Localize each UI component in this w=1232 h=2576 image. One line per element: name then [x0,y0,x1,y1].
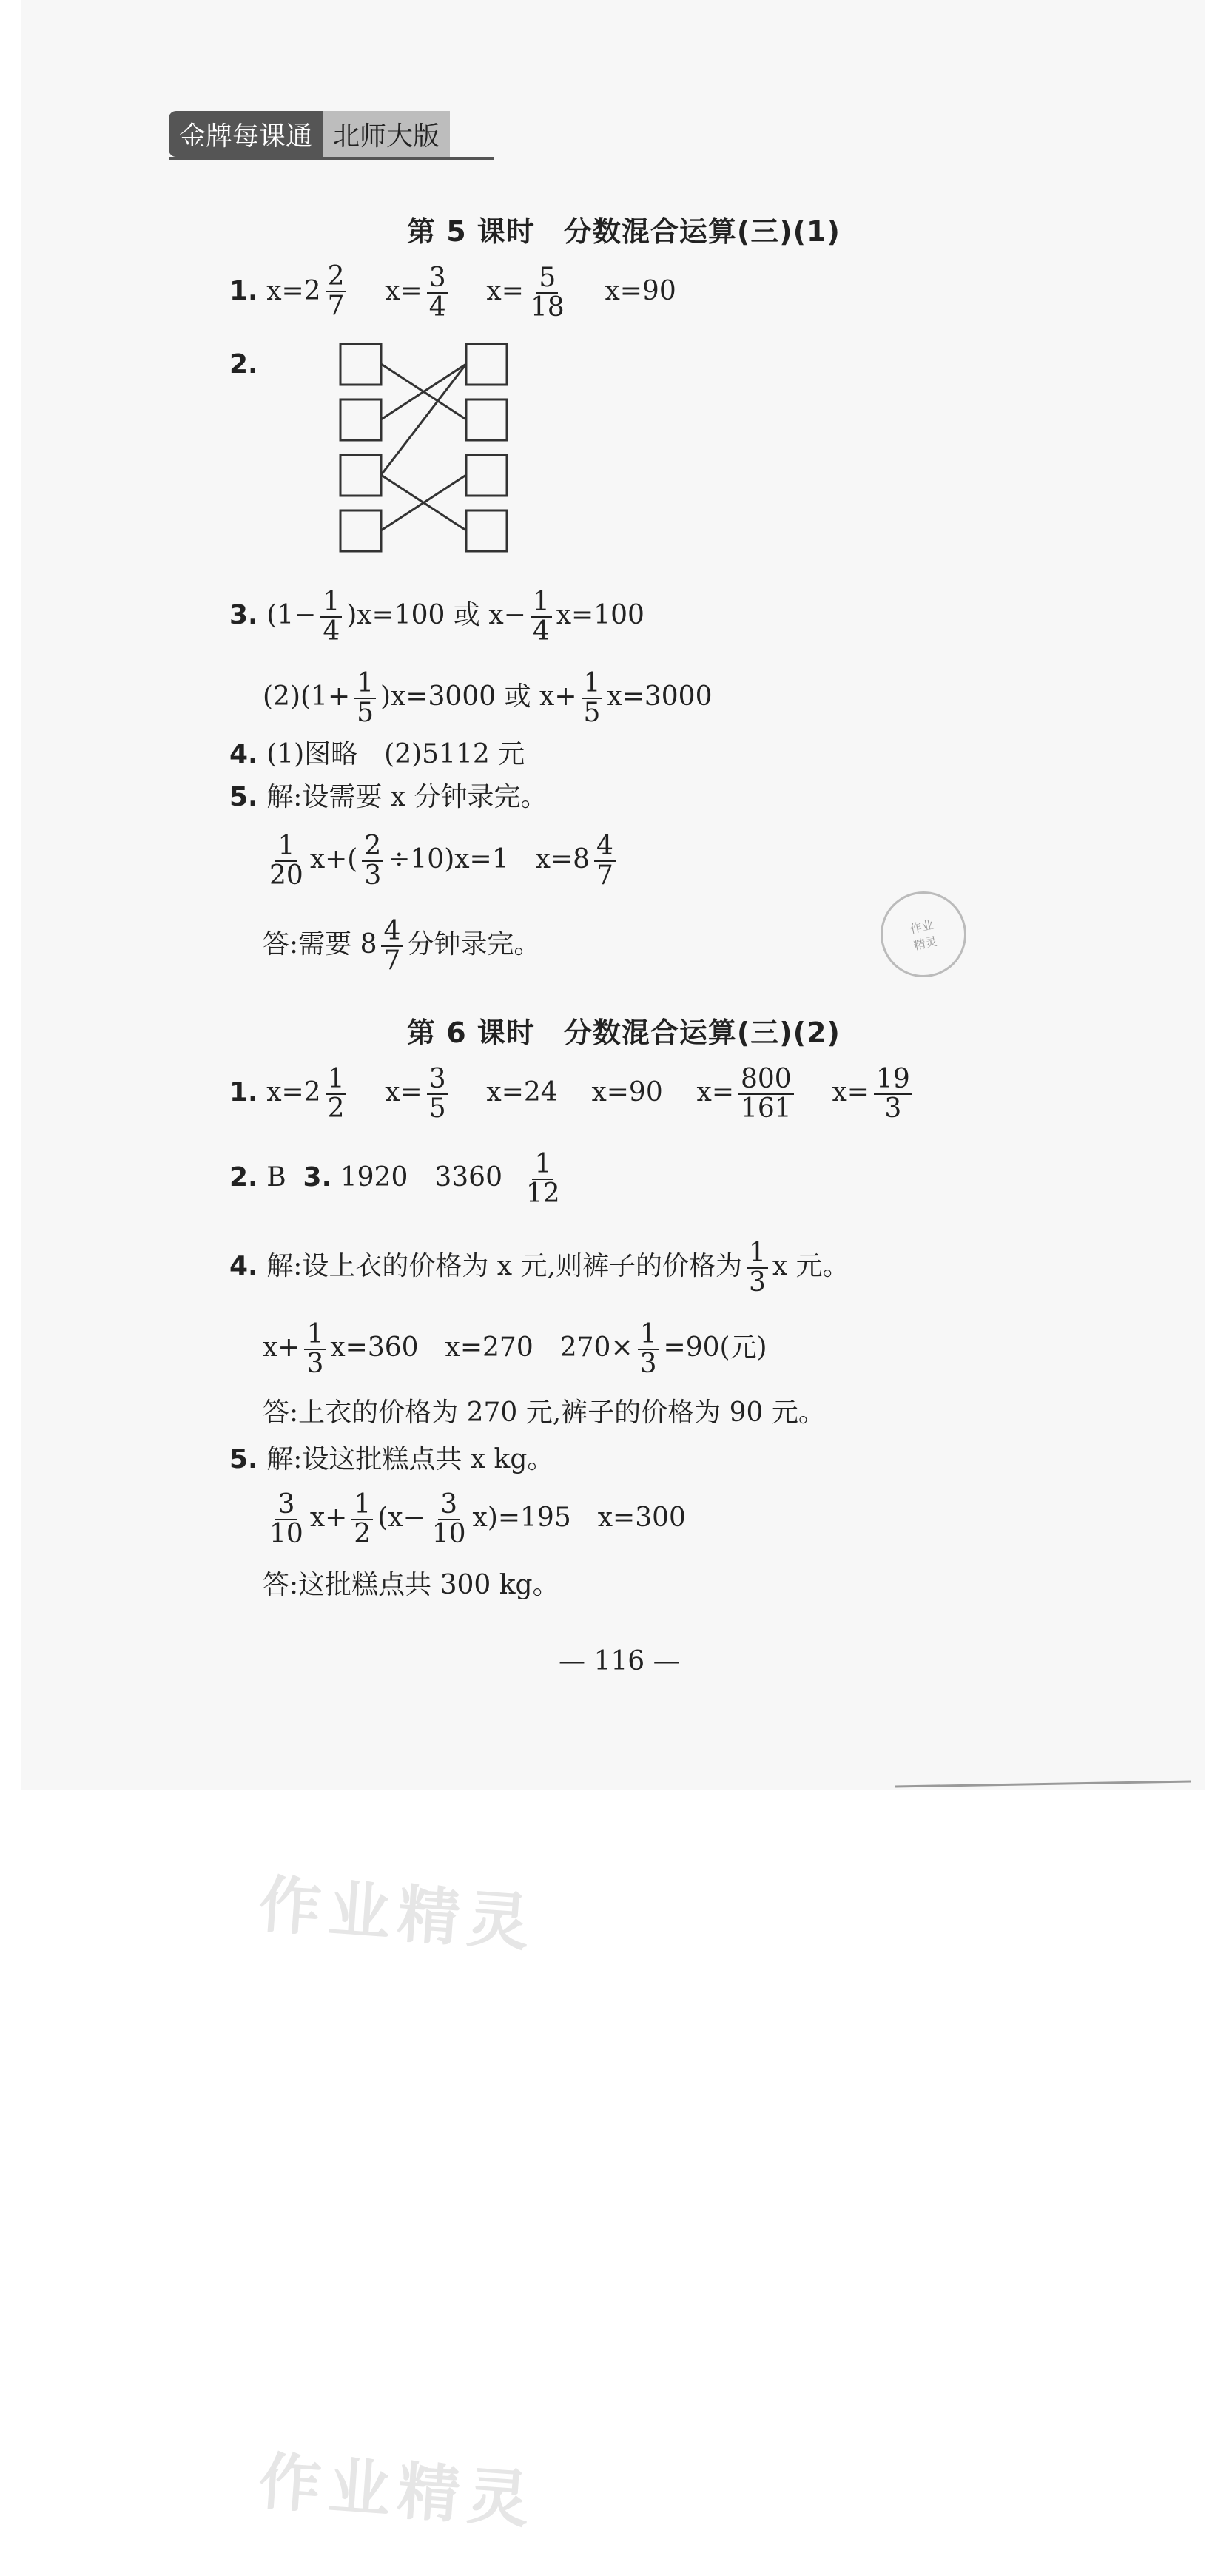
match-line-5 [381,364,466,475]
lesson6-q4-equation: x+ $\frac{1}{3}$ x=360 x=270 270× $\frac{1}{3}$ =90(元) [263,1319,767,1379]
lesson5-q4: 4. (1)图略 (2)5112 元 [229,739,525,769]
question-number: 1. [229,275,258,306]
right-box-2 [466,399,507,440]
brand-tag [169,111,450,157]
left-box-4 [340,510,381,551]
answer-c: x= [486,275,524,306]
header-rule [169,157,494,160]
left-box-3 [340,455,381,496]
lesson5-q3-line1: 3. (1− $\frac{1}{4}$ )x=100 或 x− $\frac{1}{4}$ x=100 [229,587,644,647]
watermark-2: 作业精灵 [256,2444,539,2537]
left-box-2 [340,399,381,440]
stamp-logo: 作业 精灵 [872,883,975,985]
matching-diagram [337,340,514,555]
edition-name: 北师大版 [323,111,450,157]
lesson6-q5-equation: $\frac{3}{10}$ x+ $\frac{1}{2}$ (x− $\frac{3}{10}$ x)=195 x=300 [269,1489,686,1549]
left-box-1 [340,344,381,385]
right-box-1 [466,344,507,385]
lesson6-title: 第 6 课时 分数混合运算(三)(2) [407,1016,841,1049]
page-number: — 116 — [559,1646,680,1676]
lesson5-q5-equation: $\frac{1}{20}$ x+( $\frac{2}{3}$ ÷10)x=1 x=8 $\frac{4}{7}$ [263,832,620,890]
lesson5-title: 第 5 课时 分数混合运算(三)(1) [407,215,841,248]
lesson6-q5-answer: 答:这批糕点共 300 kg。 [263,1570,559,1600]
answer-d: x=90 [605,275,676,306]
lesson6-q4-intro: 4. 解:设上衣的价格为 x 元,则裤子的价格为 $\frac{1}{3}$ x 元。 [229,1238,849,1298]
right-box-4 [466,510,507,551]
lesson5-q5-answer: 答:需要 8 $\frac{4}{7}$ 分钟录完。 [263,916,541,976]
lesson6-q4-answer: 答:上衣的价格为 270 元,裤子的价格为 90 元。 [263,1397,825,1428]
right-box-3 [466,455,507,496]
lesson5-q5-intro: 5. 解:设需要 x 分钟录完。 [229,782,548,812]
lesson5-q2-number: 2. [229,349,258,380]
lesson5-q3-line2: (2)(1+ $\frac{1}{5}$ )x=3000 或 x+ $\frac{1}{5}$ x=3000 [263,668,713,728]
answer-b: x= [385,275,423,306]
lesson6-q2-q3: 2. B 3. 1920 3360 $\frac{1}{12}$ [229,1149,560,1209]
lesson6-q5-intro: 5. 解:设这批糕点共 x kg。 [229,1444,554,1474]
lesson5-q1: 1. x=2 $\frac{2}{7}$ x= $\frac{3}{4}$ x= $\frac{5}{18}$ x=90 [229,261,676,323]
answer-a: x=2 [266,275,321,306]
brand-name: 金牌每课通 [169,111,323,157]
watermark-1: 作业精灵 [256,1867,539,1960]
lesson6-q1: 1. x=2 $\frac{1}{2}$ x= $\frac{3}{5}$ x=24 x=90 x= $\frac{800}{161}$ x= $\frac{19}{3}$ [229,1065,917,1123]
